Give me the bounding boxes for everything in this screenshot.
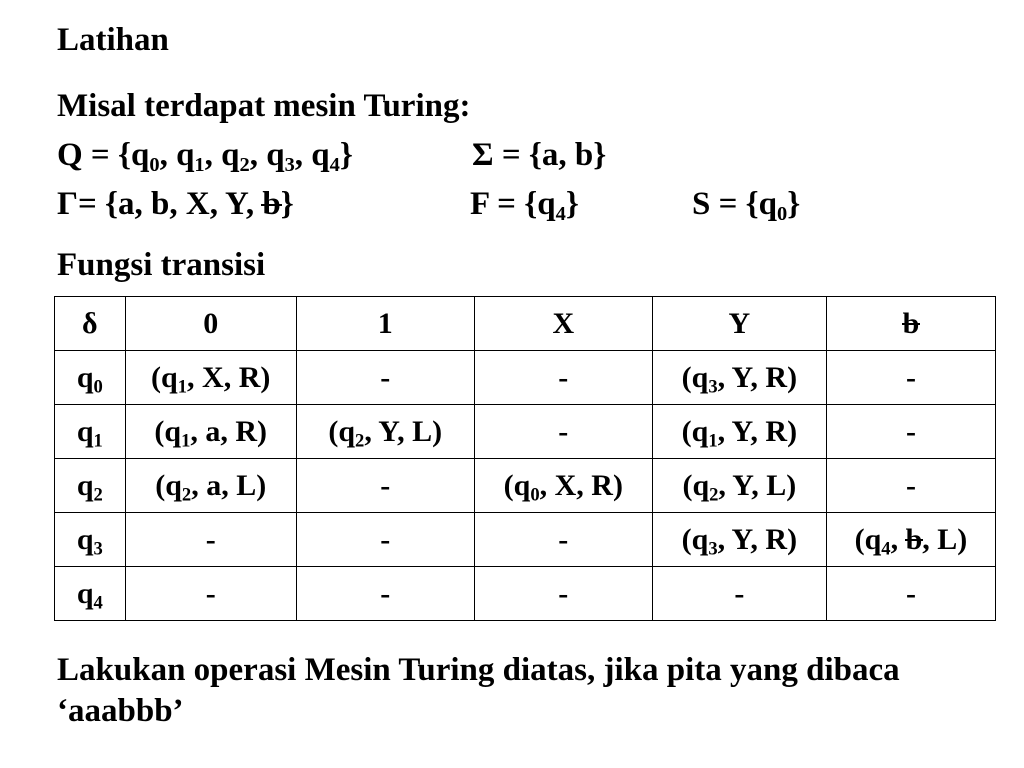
transition-cell: -	[474, 405, 652, 459]
header-blank: b	[826, 297, 995, 351]
transition-cell: ($q_1$, X, R)	[125, 351, 296, 405]
transition-cell: ($q_4$, b, L)	[826, 513, 995, 567]
header-1: 1	[296, 297, 474, 351]
table-row	[55, 567, 996, 621]
final-states: $F = \{q_4\}$	[470, 186, 579, 226]
transition-cell: -	[652, 567, 826, 621]
transition-cell: -	[826, 405, 995, 459]
section-heading: Fungsi transisi	[57, 247, 266, 283]
transition-cell: -	[296, 351, 474, 405]
transition-cell: -	[296, 513, 474, 567]
tape-alphabet: Γ= {a, b, X, Y, b}	[57, 186, 294, 222]
table-row	[55, 351, 996, 405]
header-x: X	[474, 297, 652, 351]
states-label: Q = {	[57, 137, 131, 173]
transition-cell: -	[474, 351, 652, 405]
transition-cell: -	[296, 459, 474, 513]
transition-cell: -	[826, 351, 995, 405]
transition-cell: ($q_1$, Y, R)	[652, 405, 826, 459]
transition-cell: ($q_2$, Y, L)	[296, 405, 474, 459]
state-cell: $q_1$	[55, 405, 126, 459]
blank-symbol: b	[905, 522, 923, 556]
table-header-row	[55, 297, 996, 351]
transition-cell: ($q_0$, X, R)	[474, 459, 652, 513]
transition-cell: ($q_3$, Y, R)	[652, 351, 826, 405]
transition-cell: ($q_2$, a, L)	[125, 459, 296, 513]
table-row	[55, 405, 996, 459]
table-row	[55, 459, 996, 513]
header-y: Y	[652, 297, 826, 351]
transition-cell: ($q_3$, Y, R)	[652, 513, 826, 567]
header-delta: δ	[55, 297, 126, 351]
transition-cell: ($q_2$, Y, L)	[652, 459, 826, 513]
transition-cell: -	[296, 567, 474, 621]
start-state: $S = \{q_0\}$	[692, 186, 801, 226]
header-0: 0	[125, 297, 296, 351]
transition-cell: -	[826, 459, 995, 513]
exercise-instruction: Lakukan operasi Mesin Turing diatas, jika pita yang dibaca ‘aaabbb’	[57, 652, 900, 730]
transition-cell: -	[125, 513, 296, 567]
state-cell: $q_4$	[55, 567, 126, 621]
transition-cell: -	[125, 567, 296, 621]
states-definition: $Q = \{q_0$, $q_1$, $q_2$, $q_3$, $q_4$}	[57, 137, 353, 177]
state-cell: $q_0$	[55, 351, 126, 405]
transition-cell: -	[826, 567, 995, 621]
transition-cell: -	[474, 567, 652, 621]
slide-title: Latihan	[57, 22, 169, 58]
transition-table	[54, 296, 996, 621]
state-cell: $q_3$	[55, 513, 126, 567]
transition-cell: ($q_1$, a, R)	[125, 405, 296, 459]
transition-cell: -	[474, 513, 652, 567]
input-alphabet: Σ = {a, b}	[472, 137, 607, 173]
blank-symbol: b	[262, 186, 281, 222]
table-row	[55, 513, 996, 567]
state-cell: $q_2$	[55, 459, 126, 513]
intro-text: Misal terdapat mesin Turing:	[57, 88, 471, 124]
